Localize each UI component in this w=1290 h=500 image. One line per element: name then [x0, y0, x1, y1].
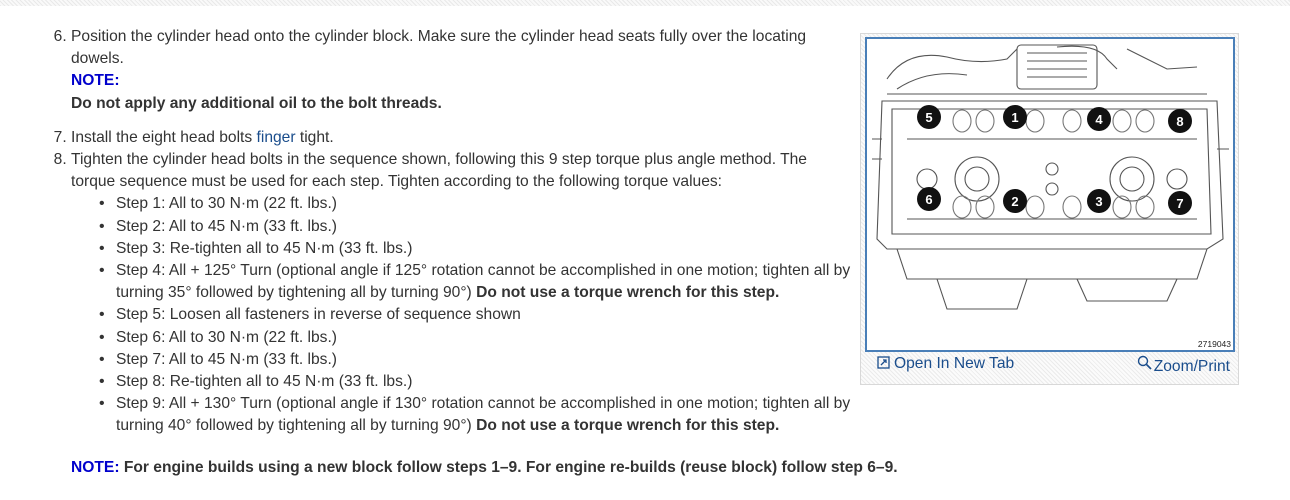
substep-8 [116, 371, 852, 393]
procedure-content [52, 26, 852, 438]
zoom-print-label: Zoom/Print [1153, 358, 1230, 375]
bolt-label-6: 6 [925, 192, 933, 207]
step-6-text: Position the cylinder head onto the cylinder block. Make sure the cylinder head seats fully over the locating dowels. [71, 28, 807, 68]
substep-4-text: Step 4: All + 125° Turn (optional angle if 125° rotation cannot be accomplished in one motion; tighten all by turning 35° followed by tightening all by turning 90°) [116, 262, 851, 302]
bolt-label-5: 5 [925, 110, 933, 125]
step-7-text-after: tight. [295, 128, 334, 146]
note-text: Do not apply any additional oil to the bolt threads. [71, 94, 442, 112]
substep-5 [116, 304, 852, 326]
figure-id: 2719043 [1197, 339, 1231, 349]
substep-9-text: Step 9: All + 130° Turn (optional angle if 130° rotation cannot be accomplished in one motion; tighten all by turning 40° followed by tightening all by turning 90°) [116, 395, 851, 435]
substep-7 [116, 349, 852, 371]
open-in-new-tab-link[interactable] [877, 355, 1014, 373]
substep-5-text: Step 5: Loosen all fasteners in reverse of sequence shown [116, 306, 521, 324]
cylinder-head-illustration [867, 39, 1233, 350]
substep-1 [116, 193, 852, 215]
final-note-text: For engine builds using a new block follow steps 1–9. For engine re-builds (reuse block) follow step 6–9. [119, 459, 898, 476]
substep-7-text: Step 7: All to 45 N·m (33 ft. lbs.) [116, 350, 337, 368]
procedure-steps [52, 26, 852, 438]
substep-3-text: Step 3: Re-tighten all to 45 N·m (33 ft. lbs.) [116, 239, 413, 257]
note-label: NOTE: [71, 72, 120, 90]
open-in-new-tab-label: Open In New Tab [894, 355, 1015, 372]
step-8 [71, 149, 852, 438]
magnifier-icon [1137, 355, 1152, 370]
substep-9 [116, 393, 852, 437]
step-8-text: Tighten the cylinder head bolts in the sequence shown, following this 9 step torque plus angle method. The torque sequence must be used for each step. Tighten according to the following torque values: [71, 151, 807, 191]
bolt-label-2: 2 [1011, 194, 1019, 209]
final-note [71, 457, 898, 479]
step-7 [71, 127, 852, 149]
step-6 [71, 26, 852, 127]
finger-tight-link[interactable]: finger [256, 128, 296, 146]
zoom-print-link[interactable] [1137, 355, 1230, 376]
bolt-label-4: 4 [1095, 112, 1103, 127]
bolt-label-8: 8 [1176, 114, 1184, 129]
substep-8-text: Step 8: Re-tighten all to 45 N·m (33 ft. lbs.) [116, 373, 413, 391]
substep-9-warning: Do not use a torque wrench for this step. [476, 417, 780, 435]
open-new-tab-icon [877, 356, 890, 369]
torque-substeps [71, 193, 852, 437]
cylinder-head-diagram[interactable] [865, 37, 1235, 352]
substep-2-text: Step 2: All to 45 N·m (33 ft. lbs.) [116, 217, 337, 235]
substep-6-text: Step 6: All to 30 N·m (22 ft. lbs.) [116, 328, 337, 346]
substep-2 [116, 216, 852, 238]
substep-3 [116, 238, 852, 260]
top-border [0, 0, 1290, 6]
step-7-text-before: Install the eight head bolts [71, 128, 257, 146]
final-note-label: NOTE: [71, 459, 120, 476]
bolt-label-7: 7 [1176, 196, 1184, 211]
substep-4 [116, 260, 852, 304]
substep-1-text: Step 1: All to 30 N·m (22 ft. lbs.) [116, 195, 337, 213]
bolt-label-3: 3 [1095, 194, 1103, 209]
substep-6 [116, 327, 852, 349]
substep-4-warning: Do not use a torque wrench for this step. [476, 284, 780, 302]
figure-panel [860, 33, 1239, 385]
bolt-label-1: 1 [1011, 110, 1019, 125]
